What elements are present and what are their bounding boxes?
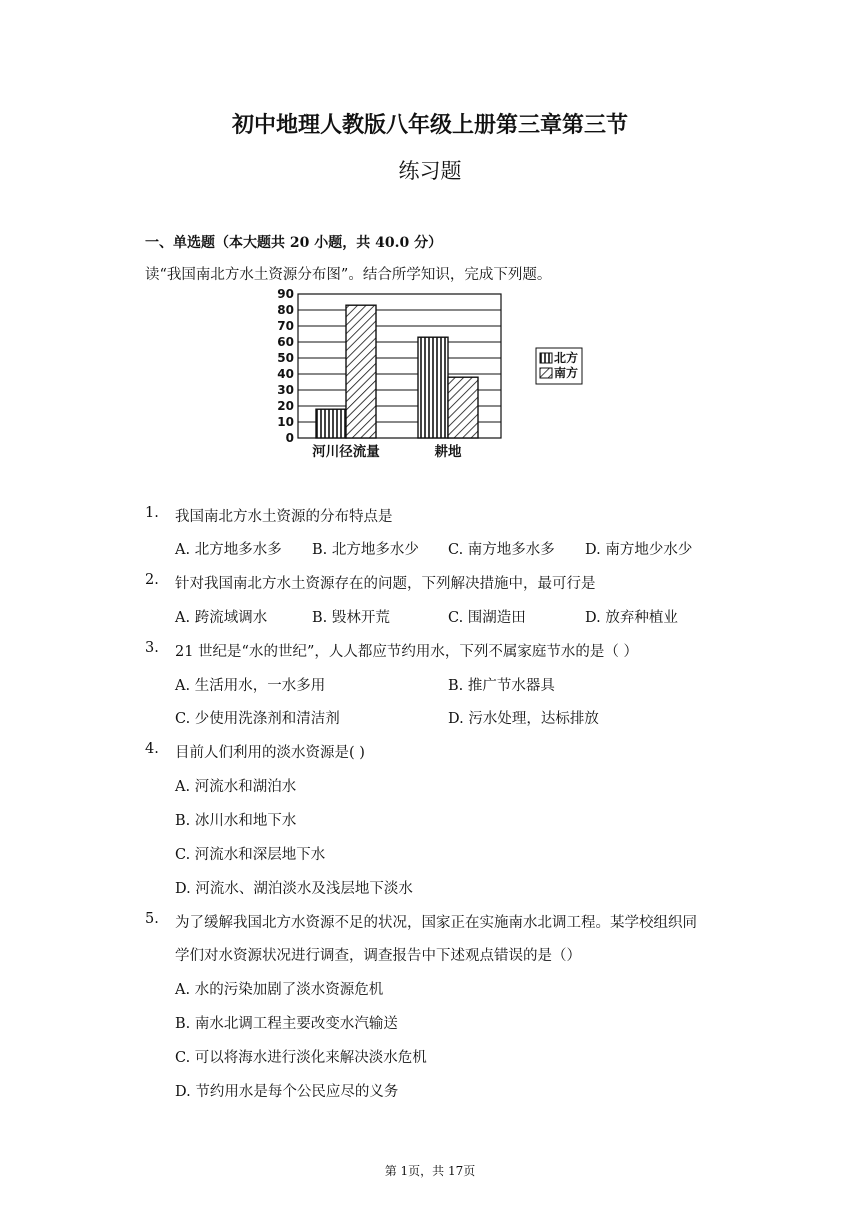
option-a[interactable]: A. 跨流域调水	[175, 610, 268, 626]
legend-swatch	[540, 368, 552, 378]
option-d[interactable]: D. 节约用水是每个公民应尽的义务	[175, 1084, 399, 1100]
question-number: 4.	[145, 741, 159, 757]
bar-chart	[268, 284, 598, 464]
option-b[interactable]: B. 北方地多水少	[312, 542, 419, 558]
question-number: 5.	[145, 911, 159, 927]
option-c[interactable]: C. 南方地多水多	[448, 542, 555, 558]
option-d[interactable]: D. 河流水、湖泊淡水及浅层地下淡水	[175, 881, 413, 897]
y-tick-label: 70	[277, 319, 294, 333]
question-text: 为了缓解我国北方水资源不足的状况，国家正在实施南水北调工程。某学校组织同	[175, 915, 697, 931]
question-text: 我国南北方水土资源的分布特点是	[175, 509, 393, 525]
legend-label: 北方	[554, 351, 579, 365]
option-a[interactable]: A. 河流水和湖泊水	[175, 779, 297, 795]
option-d[interactable]: D. 南方地少水少	[585, 542, 693, 558]
legend-label: 南方	[554, 366, 579, 380]
question-number: 1.	[145, 505, 159, 521]
question-text: 针对我国南北方水土资源存在的问题，下列解决措施中，最可行是	[175, 576, 596, 592]
y-tick-label: 80	[277, 303, 294, 317]
option-b[interactable]: B. 推广节水器具	[448, 678, 555, 694]
section-header: 一、单选题（本大题共 20 小题，共 40.0 分）	[145, 235, 443, 251]
y-tick-label: 20	[277, 399, 294, 413]
y-tick-label: 90	[277, 287, 294, 301]
option-d[interactable]: D. 放弃种植业	[585, 610, 678, 626]
option-a[interactable]: A. 北方地多水多	[175, 542, 282, 558]
option-d[interactable]: D. 污水处理，达标排放	[448, 711, 599, 727]
option-b[interactable]: B. 南水北调工程主要改变水汽输送	[175, 1016, 398, 1032]
question-text: 21 世纪是“水的世纪”，人人都应节约用水，下列不属家庭节水的是（ ）	[175, 644, 638, 660]
x-tick-label: 河川径流量	[312, 444, 380, 460]
option-c[interactable]: C. 河流水和深层地下水	[175, 847, 326, 863]
page-title: 初中地理人教版八年级上册第三章第三节	[231, 112, 628, 138]
page-footer: 第 1页，共 17页	[384, 1164, 476, 1178]
page-subtitle: 练习题	[398, 159, 462, 183]
y-tick-label: 40	[277, 367, 294, 381]
legend-swatch	[540, 353, 552, 363]
bar-南方-河川径流量	[346, 305, 376, 438]
bar-北方-耕地	[418, 337, 448, 438]
option-b[interactable]: B. 冰川水和地下水	[175, 813, 297, 829]
option-b[interactable]: B. 毁林开荒	[312, 610, 390, 626]
option-a[interactable]: A. 生活用水，一水多用	[175, 678, 326, 694]
bar-北方-河川径流量	[316, 409, 346, 438]
y-tick-label: 60	[277, 335, 294, 349]
question-text: 目前人们利用的淡水资源是( )	[175, 745, 365, 761]
option-c[interactable]: C. 少使用洗涤剂和清洁剂	[175, 711, 340, 727]
y-tick-label: 50	[277, 351, 294, 365]
option-c[interactable]: C. 可以将海水进行淡化来解决淡水危机	[175, 1050, 427, 1066]
y-tick-label: 10	[277, 415, 294, 429]
y-tick-label: 0	[285, 431, 294, 445]
x-tick-label: 耕地	[434, 444, 462, 460]
option-c[interactable]: C. 围湖造田	[448, 610, 526, 626]
question-number: 3.	[145, 640, 159, 656]
intro-text: 读“我国南北方水土资源分布图”。结合所学知识，完成下列题。	[145, 267, 552, 283]
chart-svg	[268, 284, 598, 464]
bar-南方-耕地	[448, 377, 478, 438]
option-a[interactable]: A. 水的污染加剧了淡水资源危机	[175, 982, 384, 998]
y-tick-label: 30	[277, 383, 294, 397]
question-number: 2.	[145, 572, 159, 588]
question-text-continued: 学们对水资源状况进行调查，调查报告中下述观点错误的是（）	[175, 948, 581, 964]
